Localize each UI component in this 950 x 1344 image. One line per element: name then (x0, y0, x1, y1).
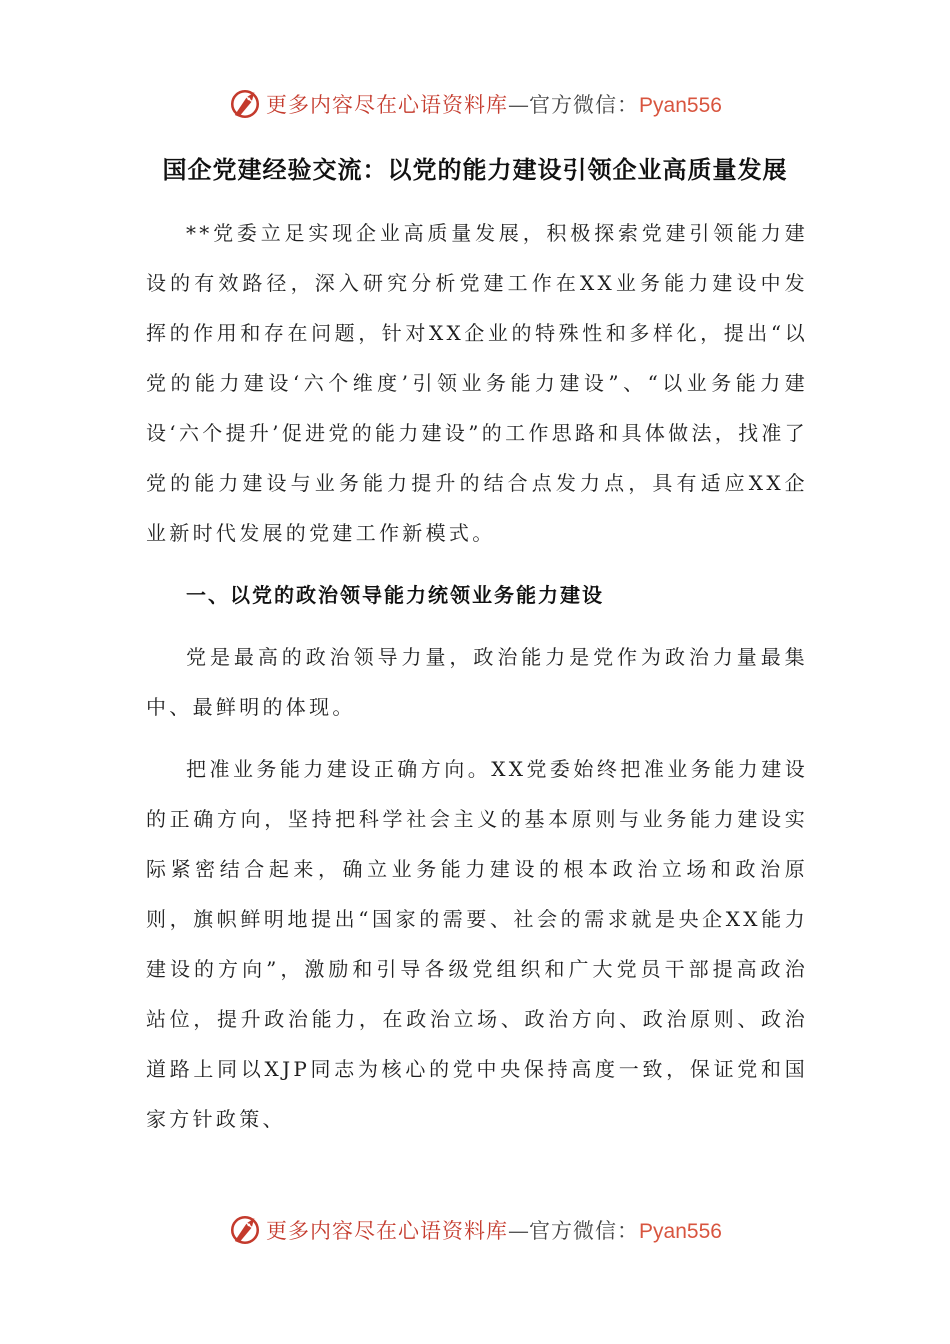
section-paragraph-1: 党是最高的政治领导力量，政治能力是党作为政治力量最集中、最鲜明的体现。 (146, 645, 808, 719)
banner-separator: — (508, 1219, 530, 1243)
banner-promo-text: 更多内容尽在心语资料库 (266, 1219, 509, 1243)
pen-nib-logo-icon (228, 1213, 262, 1247)
banner-wechat-id: Pyan556 (639, 94, 722, 117)
footer-banner (0, 1208, 950, 1252)
banner-text (266, 89, 722, 119)
banner-wechat-label: 官方微信： (529, 1219, 640, 1243)
banner-promo-text: 更多内容尽在心语资料库 (266, 93, 509, 117)
section-paragraph-2: 把准业务能力建设正确方向。XX党委始终把准业务能力建设的正确方向，坚持把科学社会主义的基本原则与业务能力建设实际紧密结合起来，确立业务能力建设的根本政治立场和政治原则，旗帜鲜明地提出“国家的需要、社会的需求就是央企XX能力建设的方向”，激励和引导各级党组织和广大党员干部提高政治站位，提升政治能力，在政治立场、政治方向、政治原则、政治道路上同以XJP同志为核心的党中央保持高度一致，保证党和国家方针政策、 (146, 757, 808, 1131)
document-body (146, 208, 808, 1144)
banner-separator: — (508, 93, 530, 117)
banner-text (266, 1215, 722, 1245)
header-banner (0, 82, 950, 126)
banner-wechat-id: Pyan556 (639, 1220, 722, 1243)
intro-paragraph: **党委立足实现企业高质量发展，积极探索党建引领能力建设的有效路径，深入研究分析党建工作在XX业务能力建设中发挥的作用和存在问题，针对XX企业的特殊性和多样化，提出“以党的能力建设‘六个维度’引领业务能力建设”、“以业务能力建设‘六个提升’促进党的能力建设”的工作思路和具体做法，找准了党的能力建设与业务能力提升的结合点发力点，具有适应XX企业新时代发展的党建工作新模式。 (146, 221, 808, 545)
banner-wechat-label: 官方微信： (529, 93, 640, 117)
document-title: 国企党建经验交流：以党的能力建设引领企业高质量发展 (162, 156, 788, 184)
pen-nib-logo-icon (228, 87, 262, 121)
section-heading: 一、以党的政治领导能力统领业务能力建设 (186, 583, 604, 607)
